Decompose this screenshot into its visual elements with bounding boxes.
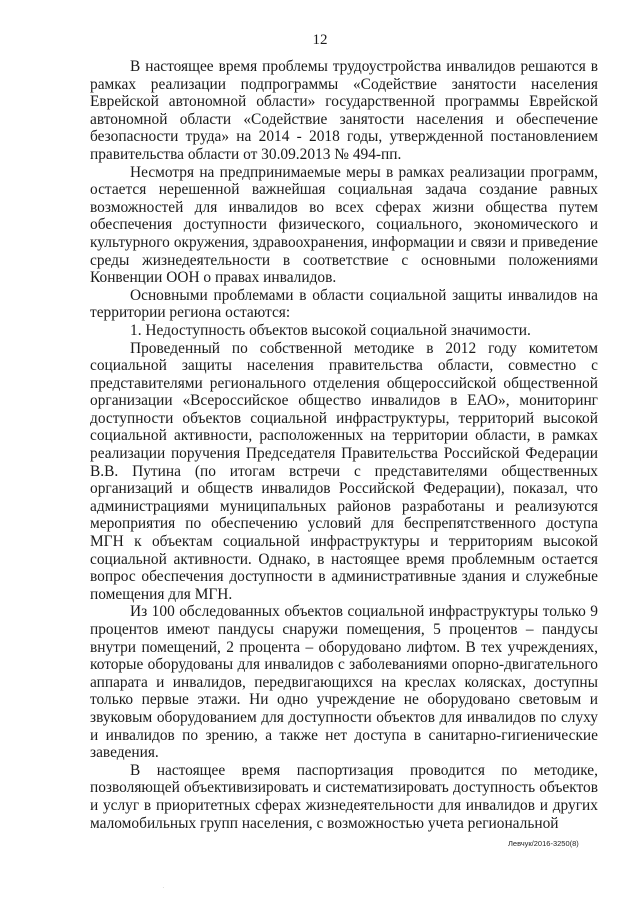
paragraph-monitoring: Проведенный по собственной методике в 2012 году комитетом социальной защиты населения правительства области, совместно с представителями регионального отделения общероссийской общественной организации «Всероссийское общество инвалидов в ЕАО», мониторинг доступности объектов социальной инфраструктуры, территорий высокой социальной активности, расположенных на территории области, в рамках реализации поручения Председателя Правительства Российской Федерации В.В. Путина (по итогам встречи с представителями общественных организаций и обществ инвалидов Российской Федерации), показал, что администрациями муниципальных районов разработаны и реализуются мероприятия по обеспечению условий для беспрепятственного доступа МГН к объектам социальной инфраструктуры и территориям высокой социальной активности. Однако, в настоящее время проблемным остается вопрос обеспечения доступности в административные здания и служебные помещения для МГН. xyxy=(90,339,598,603)
page-number: 12 xyxy=(312,32,328,48)
document-reference: Левчук/2016-3250(8) xyxy=(508,839,579,848)
paragraph-certification: В настоящее время паспортизация проводится по методике, позволяющей объективизировать и систематизировать доступность объектов и услуг в приоритетных сферах жизнедеятельности для инвалидов и других маломобильных групп населения, с возможностью учета региональной xyxy=(90,761,598,832)
scan-artifact: · xyxy=(162,883,165,892)
paragraph-main-problems: Основными проблемами в области социальной защиты инвалидов на территории региона остаются: xyxy=(90,286,598,322)
body-text xyxy=(90,58,598,832)
paragraph-surveyed-objects: Из 100 обследованных объектов социальной инфраструктуры только 9 процентов имеют пандусы снаружи помещения, 5 процентов – пандусы внутри помещений, 2 процента – оборудовано лифтом. В тех учреждениях, которые оборудованы для инвалидов с заболеваниями опорно-двигательного аппарата и инвалидов, передвигающихся на креслах колясках, доступны только первые этажи. Ни одно учреждение не оборудовано световым и звуковым оборудованием для доступности объектов для инвалидов по слуху и инвалидов по зрению, а также нет доступа в санитарно-гигиенические заведения. xyxy=(90,603,598,762)
paragraph-unresolved-task: Несмотря на предпринимаемые меры в рамках реализации программ, остается нерешенной важнейшая социальная задача создание равных возможностей для инвалидов во всех сферах жизни общества путем обеспечения доступности физического, социального, экономического и культурного окружения, здравоохранения, информации и связи и приведение среды жизнедеятельности в соответствие с основными положениями Конвенции ООН о правах инвалидов. xyxy=(90,163,598,287)
paragraph-employment: В настоящее время проблемы трудоустройства инвалидов решаются в рамках реализации подпрограммы «Содействие занятости населения Еврейской автономной области» государственной программы Еврейской автономной области «Содействие занятости населения и обеспечение безопасности труда» на 2014 - 2018 годы, утвержденной постановлением правительства области от 30.09.2013 № 494-пп. xyxy=(90,58,598,163)
paragraph-list-item-1: 1. Недоступность объектов высокой социальной значимости. xyxy=(130,321,531,339)
